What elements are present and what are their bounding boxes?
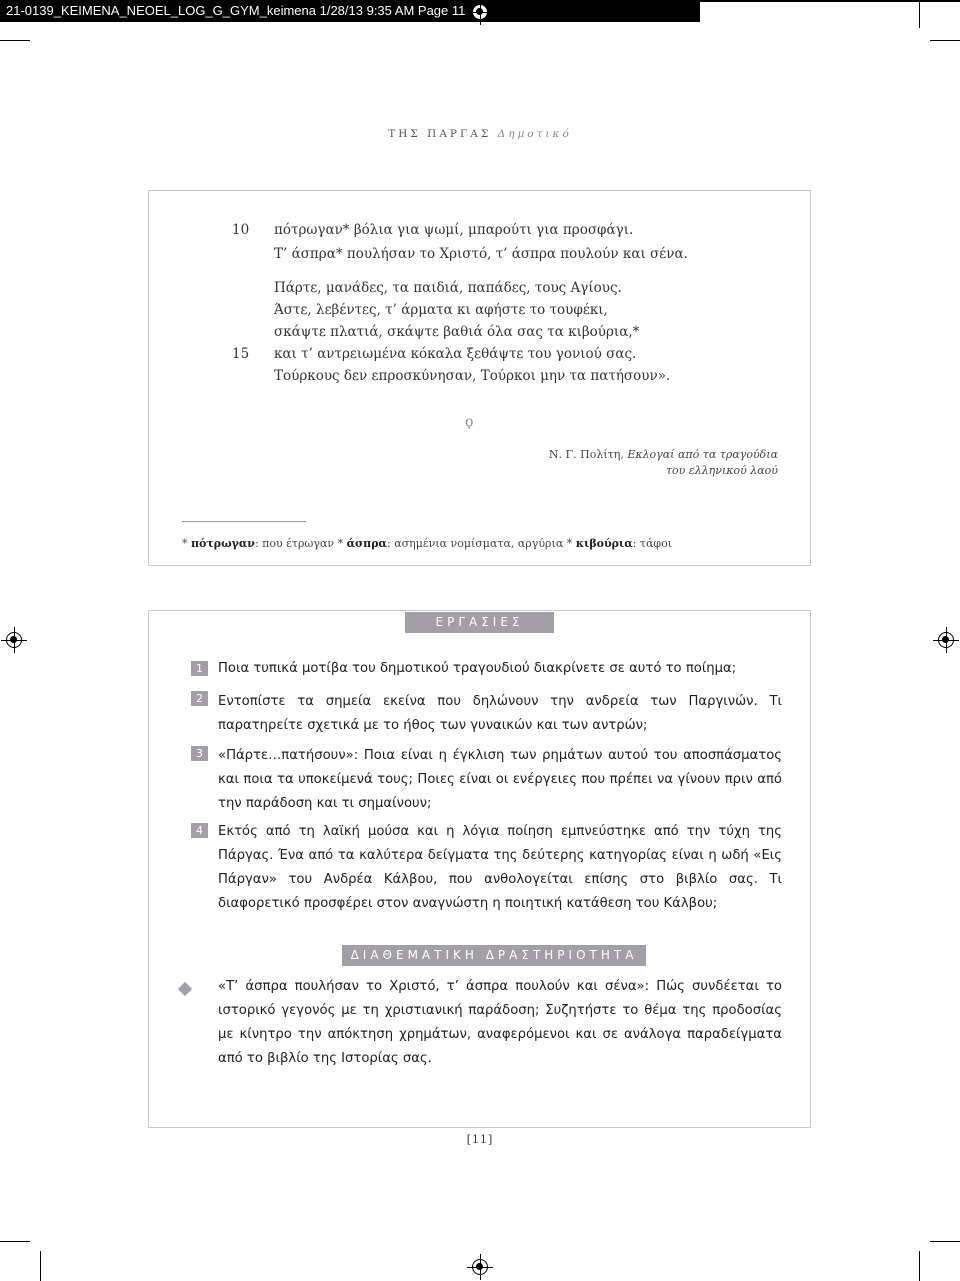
task-text: Εντοπίστε τα σημεία εκείνα που δηλώνουν την ανδρεία των Παργινών. Τι παρατηρείτε σχετικά με το ήθος των γυναικών και των αντρών;: [218, 694, 782, 733]
task-number: 4: [191, 823, 208, 838]
line-number: 10: [232, 222, 250, 238]
footnote-definition: ασημένια νομίσματα, αργύρια: [394, 537, 564, 550]
poem-source-continued: [666, 464, 778, 477]
printer-slug: 21-0139_KEIMENA_NEOEL_LOG_G_GYM_keimena 1/28/13 9:35 AM Page 11: [0, 0, 700, 22]
crop-mark: [919, 1251, 920, 1281]
task-number: 1: [191, 661, 208, 676]
crop-mark: [919, 0, 920, 28]
registration-mark-icon: [472, 1259, 488, 1275]
task-text: Εκτός από τη λαϊκή μούσα και η λόγια ποίηση εμπνεύστηκε από την τύχη της Πάργας. Ένα από τα καλύτερα δείγματα της δεύτερης κατηγορίας είναι η ωδή «Εις Πάργαν» του Ανδρέα Κάλβου, που ανθολογείται επίσης στο βιβλίο σας. Τι διαφορετικό προσφέρει στον αναγνώστη η ποιητική κατάθεση του Κάλβου;: [218, 824, 782, 911]
cross-curricular-text: «Τ’ άσπρα πουλήσαν το Χριστό, τ’ άσπρα πουλούν και σένα»: Πώς συνδέεται το ιστορικό γεγονός με τη χριστιανική παράδοση; Συζητήστε το θέμα της προδοσίας με κίνητρο την απόκτηση χρημάτων, αναφερόμενοι και σε ανάλογα παραδείγματα από το βιβλίο της Ιστορίας σας.: [218, 979, 782, 1066]
crop-mark: [930, 40, 960, 41]
page-number: [11]: [466, 1133, 494, 1146]
slug-rule: [700, 0, 960, 2]
poem-source: [549, 448, 778, 461]
source-title: Εκλογαί από τα τραγούδια: [627, 448, 778, 461]
registration-mark-icon: [6, 632, 22, 648]
footnote-definition: τάφοι: [639, 537, 673, 550]
poem-line: Τούρκους δεν επροσκύνησαν, Τούρκοι μην τα πατήσουν».: [274, 368, 671, 384]
crop-mark: [40, 1251, 41, 1281]
ornament-icon: ϙ: [465, 414, 474, 430]
line-number: 15: [232, 346, 250, 362]
poem-line: Πάρτε, μανάδες, τα παιδιά, παπάδες, τους Αγίους.: [274, 280, 622, 296]
task-number: 2: [191, 691, 208, 706]
crop-mark: [0, 1241, 30, 1242]
task-number: 3: [191, 746, 208, 761]
poem-line: πότρωγαν* βόλια για ψωμί, μπαρούτι για προσφάγι.: [274, 222, 634, 238]
task-text: «Πάρτε…πατήσουν»: Ποια είναι η έγκλιση των ρημάτων αυτού του αποσπάσματος και ποια τα υποκείμενά τους; Ποιες είναι οι ενέργειες που πρέπει να γίνουν πριν από την παράδοση και τι σημαίνουν;: [218, 748, 782, 811]
running-head-title: ΤΗΣ ΠΑΡΓΑΣ: [388, 128, 492, 140]
running-head: [0, 128, 960, 140]
footnote-term: κιβούρια: [575, 537, 633, 550]
footnote-definition: που έτρωγαν: [262, 537, 335, 550]
cross-curricular-banner: ΔΙΑΘΕΜΑΤΙΚΗ ΔΡΑΣΤΗΡΙΟΤΗΤΑ: [342, 945, 646, 966]
crop-mark: [930, 1241, 960, 1242]
source-title-continued: του ελληνικού λαού: [665, 464, 778, 477]
footnote-term: πότρωγαν: [191, 537, 255, 550]
poem-line: σκάψτε πλατιά, σκάψτε βαθιά όλα σας τα κιβούρια,*: [274, 324, 640, 340]
source-author: Ν. Γ. Πολίτη,: [548, 448, 624, 461]
tasks-banner: ΕΡΓΑΣΙΕΣ: [405, 612, 554, 633]
running-head-genre: Δημοτικό: [497, 128, 572, 140]
poem-line: Τ’ άσπρα* πουλήσαν το Χριστό, τ’ άσπρα πουλούν και σένα.: [274, 246, 688, 262]
task-text: Ποια τυπικά μοτίβα του δημοτικού τραγουδιού διακρίνετε σε αυτό το ποίημα;: [218, 661, 737, 676]
registration-mark-icon: [938, 632, 954, 648]
crop-mark: [0, 40, 30, 41]
poem-line: Άστε, λεβέντες, τ’ άρματα κι αφήστε το τουφέκι,: [274, 302, 608, 318]
poem-line: και τ’ αντρειωμένα κόκαλα ξεθάψτε του γονιού σας.: [274, 346, 637, 362]
footnote-rule: [182, 521, 306, 522]
footnote: * πότρωγαν: που έτρωγαν * άσπρα: ασημένια νομίσματα, αργύρια * κιβούρια: τάφοι: [182, 537, 673, 550]
footnote-term: άσπρα: [346, 537, 388, 550]
registration-mark-icon: [472, 4, 488, 20]
